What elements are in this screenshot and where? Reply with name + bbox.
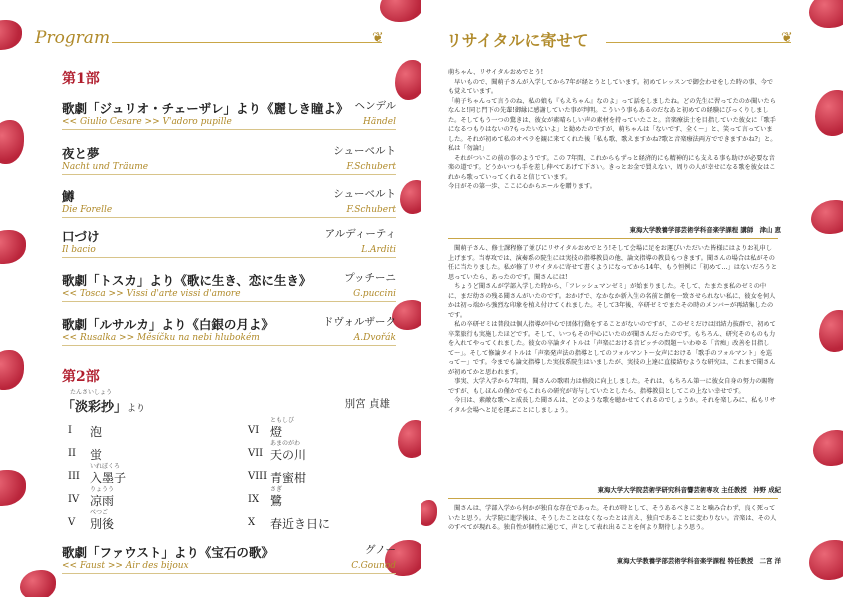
message-paragraph-2: 聞萌子さん、修士課程修了並びにリサイタルおめでとう!そして会場に足をお運びいただいた皆様にはよりお礼申し上げます。当専攻では、演奏系の院生には実技の指導教員の他、論文指導の教員もつきます。聞さんの場合は私がその任に当たりました。私が修了リサイタルに寄せて書くようになってから14年、もう恒例に「初めて…」はないだろうと思っていたら、あったのです。聞さんには! ちょうど聞さんが学部入学した時から、「フレッシュマンゼミ」が始まりました。そして、たまたま私のゼミの中に、まだ幼さの残る聞さんがいたのです。おかげで、なかなか新入生の名前と顔を一致させられない私に、彼女を何人かは初っ端から強烈な印象を植え付けてくれました。そして3年後、卒研ゼミでまたその時のメンバーが再結集したのです。 私の卒研ゼミは普段は個人指導が中心で団体行動をすることがないのですが、このゼミだけは団結力抜群で、初めて卒業旅行も実施したほどです。そして、いつもその中心にいたのが聞さんだったのです。もちろん、研究そのものも力を入れてやってくれました。彼女の卒論タイトルは「声楽における音ピッチの問題〜いわゆる「音痴」改善を目指して〜」。そして修論タイトルは「声楽発声法の指導としてのフォルマント〜女声における「歌手のフォルマント」を巡って〜」です。今までも論文指導した実技系院生はいましたが、実技の上達に直接結むような研究は、これまで聞さんが初めてかと思われます。 事実、大学入学から7年間、聞さんの歌唱力は格段に向上しました。それは、もちろん第一に彼女自身の努力の賜物ですが、もしほんの僅かでもこれらの研究が寄与していたとしたら、指導教員としてこの上ない幸せです。 今日は、素敵な歌へと成長した聞さんは、どのような歌を聴かせてくれるのでしょうか。それを楽しみに、私もリサイタル会場へと足を運ぶことにしましょう。 xyxy=(448,245,778,414)
song-number: IX xyxy=(248,494,260,505)
item-divider xyxy=(62,257,396,258)
program-item xyxy=(62,98,396,127)
song-number: VII xyxy=(248,448,264,459)
item-divider xyxy=(62,301,396,302)
rose-petal-decoration xyxy=(400,180,421,214)
item-composer: プッチーニ xyxy=(344,272,396,284)
item-composer-en: C.Gounod xyxy=(351,561,396,571)
song-title: 鷺 xyxy=(270,494,283,508)
item-subtitle: Nacht und Träume xyxy=(62,162,149,172)
program-item xyxy=(62,270,396,299)
item-composer: シューベルト xyxy=(333,188,396,200)
rose-petal-decoration xyxy=(815,90,843,136)
part1-heading: 第1部 xyxy=(62,71,100,87)
song-ruby: りょうう xyxy=(90,486,115,493)
part2-heading: 第2部 xyxy=(62,369,100,385)
section-divider xyxy=(448,238,778,239)
song-title: 凉雨 xyxy=(90,494,115,508)
item-title: 鱒 xyxy=(62,189,75,204)
program-item-faust xyxy=(62,542,396,571)
item-subtitle: Die Forelle xyxy=(62,205,113,215)
item-title: 歌劇「ジュリオ・チェーザレ」より《麗しき瞳よ》 xyxy=(62,101,349,116)
item-composer: シューベルト xyxy=(333,145,396,157)
rose-petal-decoration xyxy=(0,350,24,390)
rose-petal-decoration xyxy=(809,0,843,28)
item-title: 歌劇「トスカ」より《歌に生き、恋に生き》 xyxy=(62,273,312,288)
rose-petal-decoration xyxy=(20,570,56,597)
rose-petal-decoration xyxy=(0,230,26,264)
song-number: VIII xyxy=(248,471,268,482)
song-ruby: さぎ xyxy=(270,486,283,493)
song-title: 青蜜柑 xyxy=(270,471,307,485)
song-title: 燈 xyxy=(270,425,283,439)
rose-petal-decoration xyxy=(398,420,421,458)
song-ruby: あまのがわ xyxy=(270,440,301,447)
item-divider xyxy=(62,217,396,218)
item-composer-en: G.puccini xyxy=(353,289,396,299)
heading-rule xyxy=(606,42,791,43)
item-composer-en: Händel xyxy=(363,117,396,127)
program-item xyxy=(62,186,396,215)
item-subtitle: << Rusalka >> Měsíčku na nebi hlubokém xyxy=(62,333,260,343)
message-paragraph-3: 聞さんは、学部入学から何かが独自な存在であった。それが時として、そうあるべきことと噛み合わず、良く死っていたと思う。大学院に進学後は、そうしたことはなくなったとは言え、独自であることに変わりない。音楽は、その人のすべてが現れる。独自性が個性に通じて、声として表れ出ることを何より期待しよう思う。 xyxy=(448,505,777,531)
rose-petal-decoration xyxy=(0,470,26,506)
suite-title: 「淡彩抄」 xyxy=(62,400,128,415)
rose-petal-decoration xyxy=(0,20,22,50)
item-composer: アルディーティ xyxy=(324,228,396,240)
message-heading: リサイタルに寄せて xyxy=(446,31,589,50)
song-number: II xyxy=(68,448,76,459)
item-composer-en: F.Schubert xyxy=(346,162,396,172)
song-title: 蛍 xyxy=(90,448,103,462)
message-paragraph-1: 萌ちゃん、リサイタルおめでとう! 早いもので、聞萌子さんが入学してから7年が経とうとしています。初めてレッスンで御会わせをした時の事、今でも覚えています。 「萌子ちゃんって言うのね、私の娘も『もえちゃん』なのよ」って話をしましたね。どの先生に習ってたのか聞いたらなんと!同じ門下の先輩!御縁に感謝していた事が判明。こういう事もあるのだなあと初めての経験にびっくりしました。そしてもう一つの驚きは、彼女が素晴らしい声の素材を持っていたこと。音楽療法士を目指していた彼女に「歌手になるつもりはないの?もったいないよ」と勧めたのですが、萌ちゃんは「ないです、全く〜」と、笑って言っていました。それが初めて私のオペラを観に来てくれた後「私も歌、歌えますかね?歌と音楽療法両方でできますかね?」と。私は「勿論!」 それがついこの前の事のようです。この 7年間、これからもずっと経済的にも精神的にも支える事も助けが必要な音楽の道です。どうかいつも手を差し伸べてあげて下さい。きっとお金で買えない、周りの人が幸せになる歌を彼女はこれから歌っていってくれると信じています。 今日がその第一歩、ここに心からエールを贈ります。 xyxy=(448,69,777,190)
song-ruby: いれぼくろ xyxy=(90,463,121,470)
item-subtitle: << Giulio Cesare >> V'adoro pupille xyxy=(62,117,232,127)
item-subtitle: << Faust >> Air des bijoux xyxy=(62,561,189,571)
item-divider xyxy=(62,129,396,130)
item-composer: グノー xyxy=(365,544,396,556)
song-title: 春近き日に xyxy=(270,517,331,531)
item-divider xyxy=(62,345,396,346)
song-number: I xyxy=(68,425,72,436)
signature-1: 東海大学教養学部芸術学科音楽学課程 講師 津山 恵 xyxy=(629,226,781,234)
item-divider xyxy=(62,174,396,175)
song-number: V xyxy=(68,517,76,528)
item-title: 歌劇「ルサルカ」より《白銀の月よ》 xyxy=(62,317,274,332)
suite-item xyxy=(62,389,396,415)
rose-petal-decoration xyxy=(380,0,421,22)
item-title: 夜と夢 xyxy=(62,146,100,161)
song-number: IV xyxy=(68,494,80,505)
song-title: 天の川 xyxy=(270,448,307,462)
program-page xyxy=(0,0,421,597)
section-divider xyxy=(448,498,778,499)
item-title: 歌劇「ファウスト」より《宝石の歌》 xyxy=(62,545,274,560)
item-composer-en: A.Dvořák xyxy=(353,333,396,343)
rose-petal-decoration xyxy=(395,60,421,100)
song-title: 別後 xyxy=(90,517,115,531)
suite-ruby: たんさいしょう xyxy=(70,389,113,396)
item-subtitle: << Tosca >> Vissi d'arte vissi d'amore xyxy=(62,289,241,299)
program-heading: Program xyxy=(35,28,111,48)
song-title: 入墨子 xyxy=(90,471,127,485)
rose-petal-decoration xyxy=(819,310,843,352)
rose-petal-decoration xyxy=(392,300,421,330)
signature-3: 東海大学教養学部芸術学科音楽学課程 特任教授 二宮 洋 xyxy=(616,557,781,565)
item-composer-en: F.Schubert xyxy=(346,205,396,215)
heading-rule xyxy=(112,42,382,43)
song-title: 泡 xyxy=(90,425,103,439)
program-item xyxy=(62,314,396,343)
program-item xyxy=(62,226,396,255)
song-ruby: べつご xyxy=(90,509,109,516)
ornament-icon: ❦ xyxy=(781,30,793,46)
rose-petal-decoration xyxy=(0,120,24,164)
song-ruby: ともしび xyxy=(270,417,295,424)
item-subtitle: Il bacio xyxy=(62,245,96,255)
item-title: 口づけ xyxy=(62,229,100,244)
item-composer: ヘンデル xyxy=(354,100,396,112)
program-item xyxy=(62,143,396,172)
song-number: VI xyxy=(248,425,260,436)
song-number: X xyxy=(248,517,256,528)
signature-2: 東海大学大学院芸術学研究科音響芸術専攻 主任教授 沖野 成紀 xyxy=(597,486,781,494)
item-divider xyxy=(62,573,396,574)
item-composer-en: L.Arditi xyxy=(361,245,396,255)
song-number: III xyxy=(68,471,80,482)
item-composer: ドヴォルザーク xyxy=(322,316,396,328)
rose-petal-decoration xyxy=(813,430,843,466)
rose-petal-decoration xyxy=(811,200,843,234)
rose-petal-decoration xyxy=(421,500,437,526)
suite-composer: 別宮 貞雄 xyxy=(344,398,390,410)
rose-petal-decoration xyxy=(809,540,843,580)
suite-suffix: より xyxy=(127,404,146,414)
ornament-icon: ❦ xyxy=(372,30,384,46)
